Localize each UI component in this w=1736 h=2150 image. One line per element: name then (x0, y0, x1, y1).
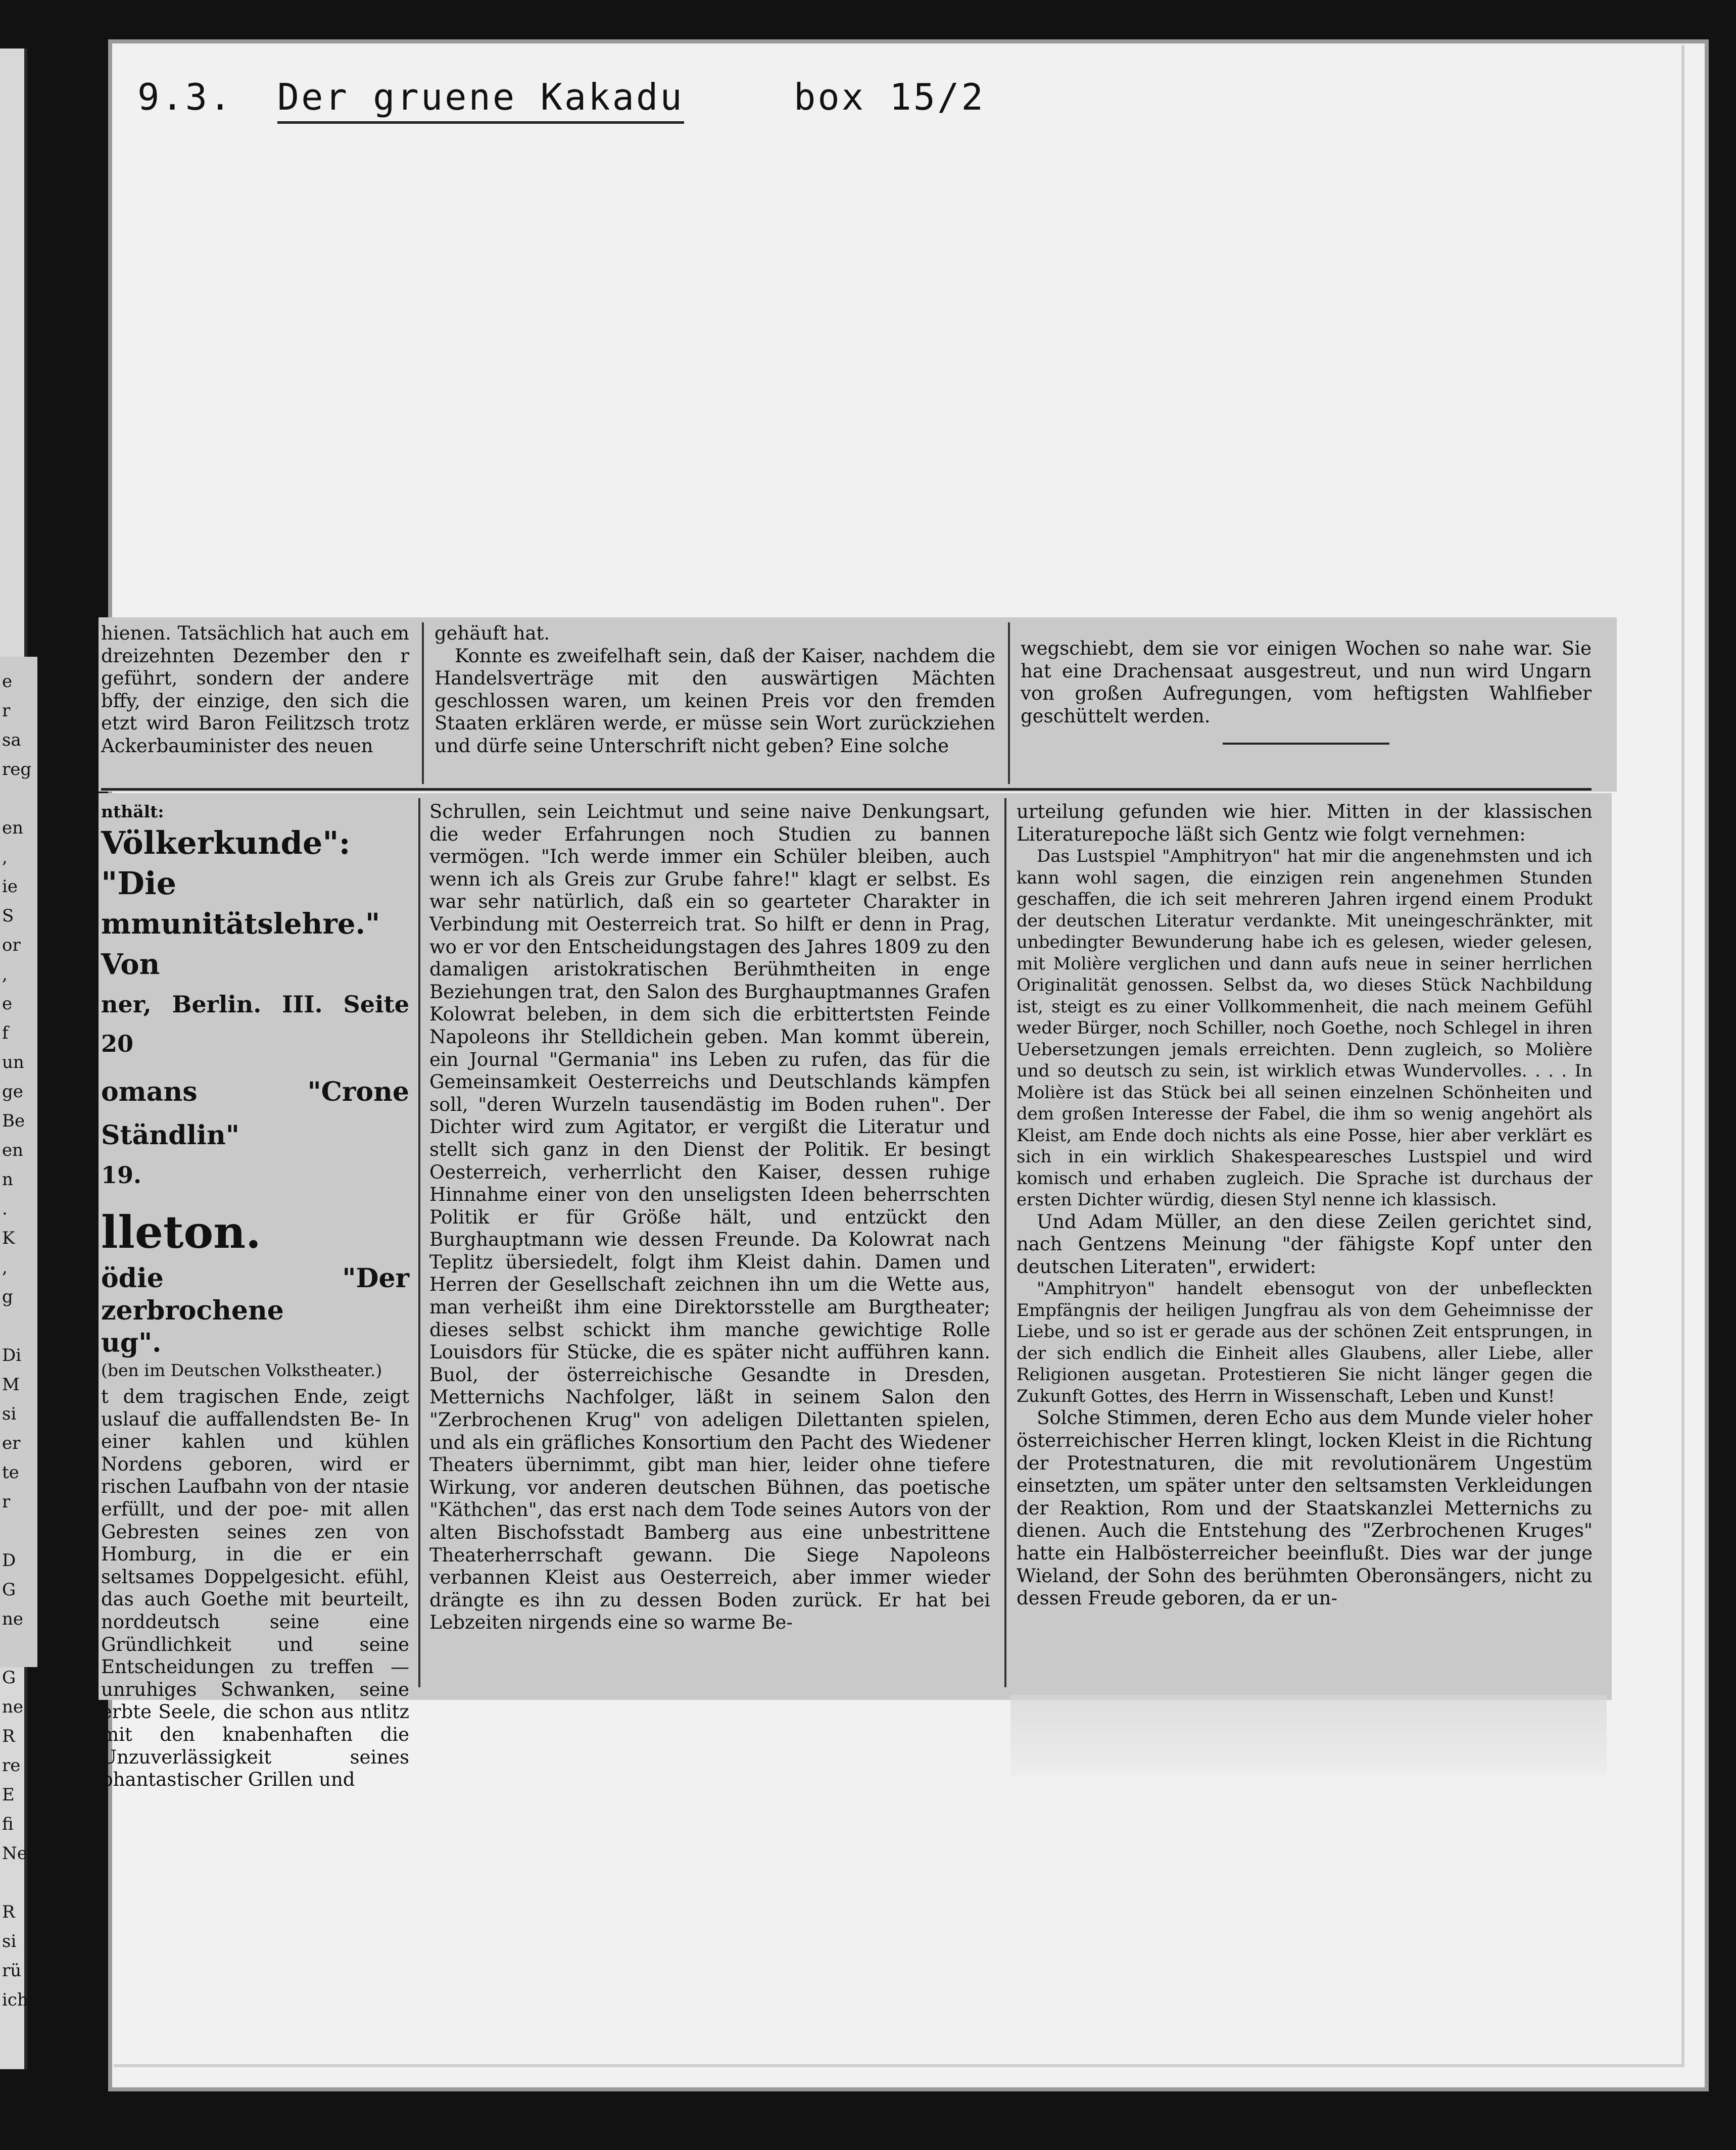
right-column-body: urteilung gefunden wie hier. Mitten in der klassischen Literaturepoche läßt sich Gentz wie folgt vernehmen: (1017, 801, 1593, 845)
contents-line: mmunitätslehre." Von (101, 907, 380, 981)
column-rule (422, 622, 424, 784)
gentz-quote: Das Lustspiel "Amphitryon" hat mir die angenehmsten und ich kann wohl sagen, die einzigen rein angenehmen Stunden geschaffen, die ich seit mehreren Jahren irgend einem Produkt der deutschen Literatur verdankte. Mit uneingeschränkter, mit unbedingter Bewunderung habe ich es gelesen, wieder gelesen, mit Molière verglichen und dann aufs neue in seiner herrlichen Originalität genossen. Selbst da, wo dieses Stück Nachbildung ist, steigt es zu einer Vollkommenheit, die nach meinem Gefühl weder Bürger, noch Schiller, noch Goethe, noch Schlegel in ihren Uebersetzungen jemals erreichten. Denn zugleich, so Molière und so deutsch zu sein, ist wirklich etwas Wundervolles. . . . In Molière ist das Stück bei all seinen einzelnen Schönheiten und dem großen Interesse der Fabel, die ihm so wenig angehört als Kleist, am Ende doch nichts als eine Posse, hier aber verklärt es sich in ein wirklich Shakespearesches Lustspiel und wird komisch und erhaben zugleich. Die Sprache ist durchaus der ersten Dichter würdig, diesen Styl nenne ich klassisch. (1017, 846, 1593, 1210)
middle-column (429, 801, 990, 1682)
archive-header (137, 76, 985, 118)
section-end-rule (1223, 743, 1389, 745)
left-column-body: t dem tragischen Ende, zeigt uslauf die auffallendsten Be- In einer kahlen und kühlen Nordens geboren, wird er rischen Laufbahn von der ntasie erfüllt, und der poe- mit allen Gebresten seines zen von Homburg, in die er ein seltsames Doppelgesicht. efühl, das auch Goethe mit beurteilt, norddeutsch seine eine Gründlichkeit und seine Entscheidungen zu treffen — unruhiges Schwanken, seine erbte Seele, die schon aus ntlitz mit den knabenhaften die Unzuverlässigkeit seines phantastischer Grillen und (101, 1386, 409, 1791)
article-subhead: ug". (101, 1328, 162, 1358)
clipping-stub-text: e r sa reg en , ie S or , e f un ge Be en n . K , g Di M si er te r D G ne G ne R re E fi Ne R si rü icht (2, 671, 35, 2010)
contents-label: nthält: (101, 802, 164, 821)
article-subhead: ödie "Der zerbrochene (101, 1263, 409, 1326)
left-column (101, 801, 409, 1791)
column-rule (1008, 622, 1010, 784)
mueller-quote: "Amphitryon" handelt ebensogut von der unbefleckten Empfängnis der heiligen Jungfrau als von dem Geheimnisse der Liebe, und so ist er gerade aus der schönen Zeit entsprungen, in der sich endlich die Einheit alles Glaubens, aller Liebe, aller Religionen ausgetan. Protestieren Sie nicht länger gegen die Zukunft Gottes, des Herrn in Wissenschaft, Leben und Kunst! (1017, 1279, 1593, 1406)
column-rule (418, 798, 420, 1687)
contents-line: 19. (101, 1161, 142, 1189)
top-strip-col3: wegschiebt, dem sie vor einigen Wochen so nahe war. Sie hat eine Drachensaat ausgestreut, und nun wird Ungarn von großen Aufregungen, vom heftigsten Wahlfieber geschüttelt werden. (1021, 638, 1592, 727)
contents-line: ner, Berlin. III. Seite 20 (101, 991, 409, 1057)
top-strip-col2: gehäuft hat. Konnte es zweifelhaft sein, daß der Kaiser, nachdem die Handelsverträge mit den auswärtigen Mächten geschlossen waren, um keinen Preis vor den fremden Staaten erklären werde, er müsse sein Wort zurückziehen und dürfe seine Unterschrift nicht geben? Eine solche (435, 622, 995, 757)
feuilleton-heading: lleton. (101, 1206, 261, 1258)
right-column (1017, 801, 1593, 1682)
top-strip-col1: hienen. Tatsächlich hat auch em dreizehnten Dezember den r geführt, sondern der andere bffy, der einzige, den sich die etzt wird Baron Feilitzsch trotz Ackerbauminister des neuen (101, 622, 409, 757)
middle-column-body: Schrullen, sein Leichtmut und seine naive Denkungsart, die weder Erfahrungen noch Studien zu bannen vermögen. "Ich werde immer ein Schüler bleiben, auch wenn ich als Greis zur Grube fahre!" klagt er selbst. Es war sehr natürlich, daß ein so gearteter Charakter in Verbindung mit Oesterreich trat. So hilft er denn in Prag, wo er vor den Entscheidungstagen des Jahres 1809 zu den damaligen aristokratischen Berühmtheiten in enge Beziehungen trat, den Salon des Burghauptmannes Grafen Kolowrat beleben, in dem sich die erbittertsten Feinde Napoleons ihr Stelldichein geben. Man kommt überein, ein Journal "Germania" ins Leben zu rufen, das für die Gemeinsamkeit Oesterreichs und Deutschlands kämpfen soll, "deren Wurzeln tausendästig im Boden ruhen". Der Dichter wird zum Agitator, er vergißt die Literatur und stellt sich ganz in den Dienst der Politik. Er besingt Oesterreich, verherrlicht den Kaiser, dessen ruhige Hinnahme einer von den unseligsten Ideen beherrschten Politik er für Größe hält, und entzückt den Burghauptmann wie dessen Freunde. Da Kolowrat nach Teplitz übersiedelt, folgt ihm Kleist dahin. Damen und Herren der Gesellschaft zeichnen ihn um die Wette aus, man verheißt ihm eine Direktorsstelle am Burgtheater; dieses selbst schickt ihm manche gewichtige Rolle Louisdors für Stücke, die es später nicht aufführen kann. Buol, der österreichische Gesandte in Dresden, Metternichs Nachfolger, läßt in seinem Salon den "Zerbrochenen Krug" von adeligen Dilettanten spielen, und als ein gräfliches Konsortium den Pacht des Wiedener Theaters übernimmt, gibt man hier, leider ohne tiefere Wirkung, vor anderen deutschen Bühnen, das poetische "Käthchen", das erst nach dem Tode seines Autors von der alten Bischofsstadt Bamberg aus eine unbestrittene Theaterherrschaft gewann. Die Siege Napoleons verbannen Kleist aus Oesterreich, aber immer wieder drängte es ihn zu dessen Boden zurück. Er hat bei Lebzeiten nirgends eine so warme Be- (429, 801, 990, 1634)
header-signature: 9.3. (137, 76, 233, 118)
header-box: box 15/2 (794, 76, 985, 118)
clipping-shadow (1010, 1695, 1607, 1776)
article-note: (ben im Deutschen Volkstheater.) (101, 1360, 382, 1380)
column-rule (1004, 798, 1006, 1687)
header-title: Der gruene Kakadu (277, 76, 684, 124)
right-column-body: Und Adam Müller, an den diese Zeilen gerichtet sind, nach Gentzens Meinung "der fähigste Kopf unter den deutschen Literaten", erwidert: (1017, 1210, 1593, 1278)
strip-separator (101, 788, 1592, 791)
right-column-body: Solche Stimmen, deren Echo aus dem Munde vieler hoher österreichischer Herren klingt, locken Kleist in die Richtung der Protestnaturen, die mit revolutionärem Ungestüm einsetzten, um später unter den seltsamsten Verkleidungen der Reaktion, Rom und der Staatskanzlei Metternichs zu dienen. Auch die Entstehung des "Zerbrochenen Kruges" hatte ein Halbösterreicher beeinflußt. Dies war der junge Wieland, der Sohn des berühmten Oberonsängers, nicht zu dessen Freude geboren, da er un- (1017, 1407, 1593, 1609)
contents-line: omans "Crone Ständlin" (101, 1077, 409, 1151)
contents-line: Völkerkunde": "Die (101, 824, 351, 902)
